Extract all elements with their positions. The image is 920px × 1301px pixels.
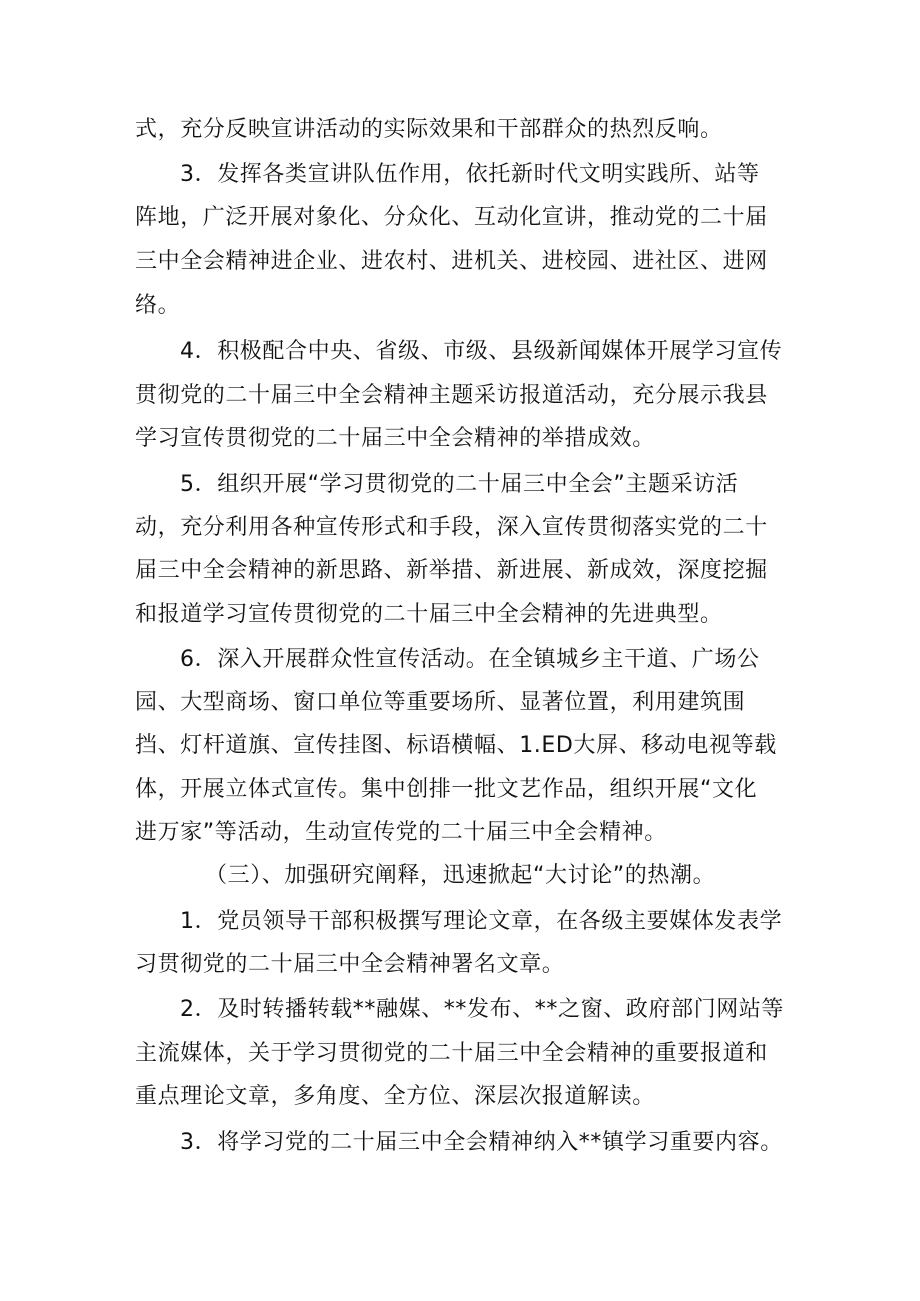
list-item-1-line: 1．党员领导干部积极撰写理论文章，在各级主要媒体发表学 xyxy=(180,909,783,934)
list-item-5-line: 5．组织开展“学习贯彻党的二十届三中全会”主题采访活 xyxy=(180,472,739,497)
body-line: 重点理论文章，多角度、全方位、深层次报道解读。 xyxy=(135,1084,655,1109)
list-item-6-line: 6．深入开展群众性宣传活动。在全镇城乡主干道、广场公 xyxy=(180,647,760,672)
body-line: 园、大型商场、窗口单位等重要场所、显著位置，利用建筑围 xyxy=(135,690,746,715)
body-line: 挡、灯杆道旗、宣传挂图、标语横幅、1.ED大屏、移动电视等载 xyxy=(135,733,777,758)
section-heading: （三）、加强研究阐释，迅速掀起“大讨论”的热潮。 xyxy=(205,863,716,888)
body-line: 学习宣传贯彻党的二十届三中全会精神的举措成效。 xyxy=(135,426,655,451)
body-line: 三中全会精神进企业、进农村、进机关、进校园、进社区、进网 xyxy=(135,249,768,274)
body-line: 习贯彻党的二十届三中全会精神署名文章。 xyxy=(135,952,565,977)
list-item-3b-line: 3．将学习党的二十届三中全会精神纳入**镇学习重要内容。 xyxy=(180,1130,783,1155)
list-item-2-line: 2．及时转播转载**融媒、**发布、**之窗、政府部门网站等 xyxy=(180,997,784,1022)
body-line: 动，充分利用各种宣传形式和手段，深入宣传贯彻落实党的二十 xyxy=(135,515,768,540)
body-line: 体，开展立体式宣传。集中创排一批文艺作品，组织开展“文化 xyxy=(135,777,758,802)
list-item-3-line: 3．发挥各类宣讲队伍作用，依托新时代文明实践所、站等 xyxy=(180,162,760,187)
body-line: 届三中全会精神的新思路、新举措、新进展、新成效，深度挖掘 xyxy=(135,558,768,583)
body-line: 主流媒体，关于学习贯彻党的二十届三中全会精神的重要报道和 xyxy=(135,1041,768,1066)
body-line: 贯彻党的二十届三中全会精神主题采访报道活动，充分展示我县 xyxy=(135,383,768,408)
body-line: 进万家”等活动，生动宣传党的二十届三中全会精神。 xyxy=(135,820,667,845)
body-line: 络。 xyxy=(135,293,181,318)
list-item-4-line: 4．积极配合中央、省级、市级、县级新闻媒体开展学习宣传 xyxy=(180,339,783,364)
body-line: 式，充分反映宣讲活动的实际效果和干部群众的热烈反响。 xyxy=(135,117,723,142)
body-line: 阵地，广泛开展对象化、分众化、互动化宣讲，推动党的二十届 xyxy=(135,205,768,230)
body-line: 和报道学习宣传贯彻党的二十届三中全会精神的先进典型。 xyxy=(135,602,723,627)
